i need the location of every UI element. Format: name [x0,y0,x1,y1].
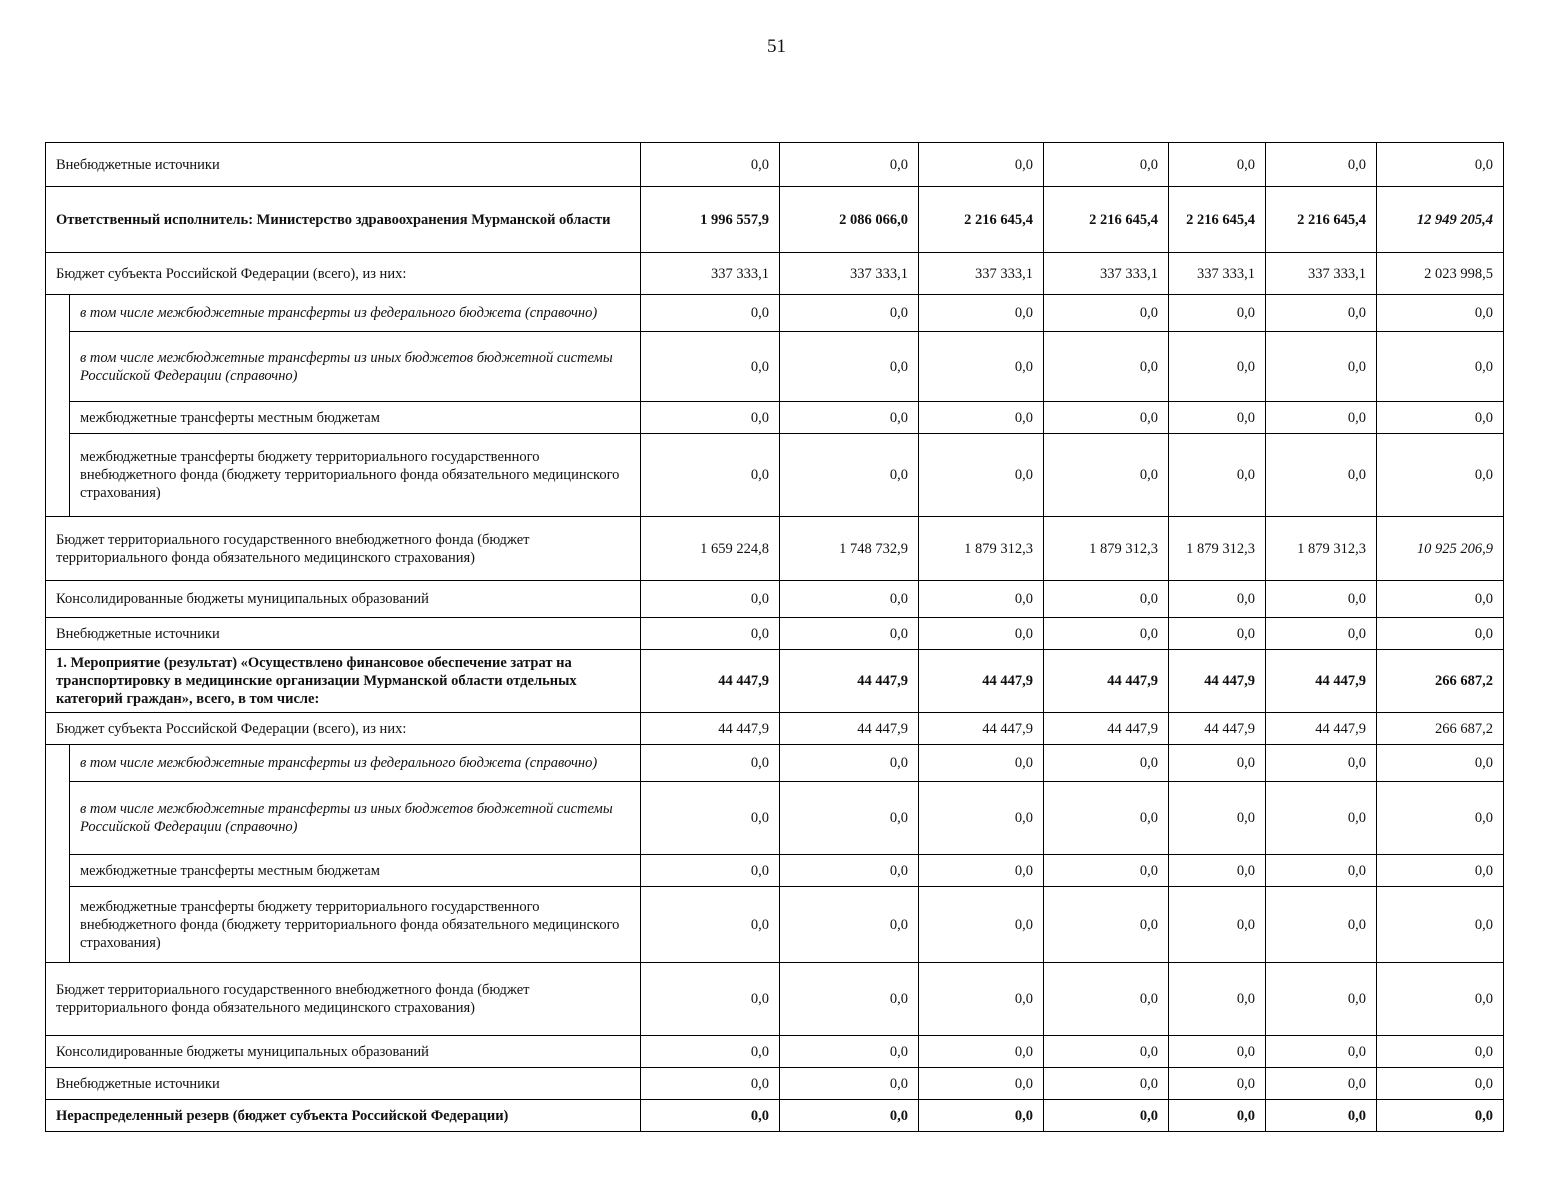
table-row [46,713,1504,745]
row-value-cell: 0,0 [641,1100,780,1132]
row-value-cell: 0,0 [1169,402,1266,434]
table-row [46,1036,1504,1068]
row-value-cell: 2 216 645,4 [1044,187,1169,253]
row-value-cell: 0,0 [919,1100,1044,1132]
row-value-cell: 0,0 [1169,581,1266,618]
row-value-cell: 0,0 [780,402,919,434]
row-total-cell: 0,0 [1377,143,1504,187]
row-value-cell: 0,0 [641,581,780,618]
row-value-cell: 337 333,1 [1169,253,1266,295]
row-total-cell: 2 023 998,5 [1377,253,1504,295]
indent-cell [46,745,70,963]
row-total-cell: 0,0 [1377,855,1504,887]
row-label: 1. Мероприятие (результат) «Осуществлено финансовое обеспечение затрат на транспортировку в медицинские организации Мурманской области отдельных категорий граждан», всего, в том числе: [46,650,641,713]
row-total-cell: 0,0 [1377,887,1504,963]
row-value-cell: 0,0 [1044,581,1169,618]
row-value-cell: 0,0 [1169,782,1266,855]
row-total-cell: 0,0 [1377,782,1504,855]
row-value-cell: 2 216 645,4 [919,187,1044,253]
row-value-cell: 0,0 [780,1036,919,1068]
row-total-cell: 12 949 205,4 [1377,187,1504,253]
row-label: межбюджетные трансферты местным бюджетам [70,855,641,887]
row-value-cell: 0,0 [1266,1036,1377,1068]
row-value-cell: 44 447,9 [1169,713,1266,745]
row-value-cell: 0,0 [641,745,780,782]
row-value-cell: 0,0 [780,963,919,1036]
row-value-cell: 0,0 [919,295,1044,332]
row-value-cell: 0,0 [1044,434,1169,517]
row-total-cell: 0,0 [1377,402,1504,434]
row-value-cell: 337 333,1 [780,253,919,295]
row-value-cell: 44 447,9 [641,713,780,745]
row-label: в том числе межбюджетные трансферты из федерального бюджета (справочно) [70,745,641,782]
row-label: Бюджет территориального государственного внебюджетного фонда (бюджет территориального фонда обязательного медицинского страхования) [46,963,641,1036]
row-value-cell: 0,0 [919,581,1044,618]
row-value-cell: 0,0 [1169,332,1266,402]
row-value-cell: 0,0 [1169,855,1266,887]
row-value-cell: 2 216 645,4 [1266,187,1377,253]
row-value-cell: 0,0 [919,332,1044,402]
row-value-cell: 0,0 [919,618,1044,650]
row-value-cell: 0,0 [1266,887,1377,963]
row-value-cell: 0,0 [1044,745,1169,782]
row-value-cell: 44 447,9 [919,713,1044,745]
row-value-cell: 0,0 [919,402,1044,434]
table-row [46,1068,1504,1100]
row-label: в том числе межбюджетные трансферты из иных бюджетов бюджетной системы Российской Федерации (справочно) [70,332,641,402]
row-total-cell: 10 925 206,9 [1377,517,1504,581]
row-total-cell: 0,0 [1377,1068,1504,1100]
row-value-cell: 0,0 [641,1068,780,1100]
row-value-cell: 0,0 [641,963,780,1036]
budget-table-body [46,143,1504,1132]
row-total-cell: 0,0 [1377,1100,1504,1132]
row-value-cell: 0,0 [1169,295,1266,332]
row-value-cell: 44 447,9 [780,713,919,745]
row-value-cell: 44 447,9 [1266,713,1377,745]
row-value-cell: 0,0 [641,295,780,332]
row-value-cell: 0,0 [1044,782,1169,855]
table-row [46,963,1504,1036]
row-value-cell: 0,0 [1266,295,1377,332]
row-value-cell: 0,0 [1169,143,1266,187]
row-total-cell: 0,0 [1377,618,1504,650]
row-value-cell: 0,0 [1044,402,1169,434]
row-total-cell: 0,0 [1377,295,1504,332]
row-value-cell: 1 996 557,9 [641,187,780,253]
row-value-cell: 0,0 [1044,618,1169,650]
row-value-cell: 0,0 [1044,1100,1169,1132]
row-value-cell: 1 879 312,3 [1266,517,1377,581]
row-label: Внебюджетные источники [46,143,641,187]
row-value-cell: 0,0 [1266,745,1377,782]
table-row [46,187,1504,253]
row-value-cell: 44 447,9 [1169,650,1266,713]
row-value-cell: 0,0 [1266,963,1377,1036]
row-total-cell: 266 687,2 [1377,650,1504,713]
row-value-cell: 0,0 [780,887,919,963]
row-value-cell: 0,0 [780,295,919,332]
row-value-cell: 0,0 [919,1068,1044,1100]
row-value-cell: 337 333,1 [919,253,1044,295]
row-value-cell: 0,0 [641,618,780,650]
row-value-cell: 0,0 [641,887,780,963]
table-row [46,782,1504,855]
row-label: в том числе межбюджетные трансферты из иных бюджетов бюджетной системы Российской Федерации (справочно) [70,782,641,855]
row-value-cell: 0,0 [780,1068,919,1100]
row-label: межбюджетные трансферты бюджету территориального государственного внебюджетного фонда (бюджету территориального фонда обязательного медицинского страхования) [70,434,641,517]
row-value-cell: 0,0 [1266,581,1377,618]
row-value-cell: 337 333,1 [1044,253,1169,295]
row-value-cell: 0,0 [1169,745,1266,782]
row-value-cell: 0,0 [919,434,1044,517]
row-label: Внебюджетные источники [46,618,641,650]
row-label: в том числе межбюджетные трансферты из федерального бюджета (справочно) [70,295,641,332]
row-value-cell: 0,0 [919,782,1044,855]
row-value-cell: 0,0 [641,782,780,855]
row-value-cell: 0,0 [919,855,1044,887]
row-value-cell: 0,0 [919,963,1044,1036]
row-value-cell: 0,0 [1044,855,1169,887]
row-value-cell: 1 879 312,3 [1169,517,1266,581]
row-value-cell: 0,0 [641,855,780,887]
row-value-cell: 0,0 [919,143,1044,187]
row-value-cell: 0,0 [1044,295,1169,332]
row-value-cell: 0,0 [1266,782,1377,855]
row-label: Внебюджетные источники [46,1068,641,1100]
table-row [46,517,1504,581]
row-value-cell: 0,0 [641,434,780,517]
row-value-cell: 44 447,9 [919,650,1044,713]
row-label: межбюджетные трансферты местным бюджетам [70,402,641,434]
row-value-cell: 0,0 [1044,332,1169,402]
table-row [46,618,1504,650]
row-value-cell: 0,0 [1266,143,1377,187]
row-value-cell: 0,0 [1266,1068,1377,1100]
table-row [46,650,1504,713]
table-row [46,434,1504,517]
table-row [46,143,1504,187]
row-value-cell: 0,0 [919,887,1044,963]
row-value-cell: 44 447,9 [1266,650,1377,713]
row-value-cell: 0,0 [1169,434,1266,517]
row-value-cell: 1 659 224,8 [641,517,780,581]
table-row [46,332,1504,402]
row-value-cell: 0,0 [780,143,919,187]
row-label: Бюджет территориального государственного внебюджетного фонда (бюджет территориального фонда обязательного медицинского страхования) [46,517,641,581]
row-value-cell: 0,0 [780,581,919,618]
row-value-cell: 0,0 [1169,1036,1266,1068]
row-value-cell: 2 216 645,4 [1169,187,1266,253]
row-value-cell: 0,0 [780,618,919,650]
row-value-cell: 0,0 [1169,1100,1266,1132]
table-row [46,745,1504,782]
row-total-cell: 0,0 [1377,581,1504,618]
row-label: Ответственный исполнитель: Министерство здравоохранения Мурманской области [46,187,641,253]
row-value-cell: 0,0 [1044,1036,1169,1068]
row-value-cell: 0,0 [919,1036,1044,1068]
row-value-cell: 1 879 312,3 [1044,517,1169,581]
table-row [46,253,1504,295]
row-label: Бюджет субъекта Российской Федерации (всего), из них: [46,253,641,295]
row-total-cell: 0,0 [1377,332,1504,402]
row-value-cell: 2 086 066,0 [780,187,919,253]
row-value-cell: 0,0 [780,434,919,517]
row-value-cell: 1 879 312,3 [919,517,1044,581]
row-value-cell: 0,0 [641,402,780,434]
row-value-cell: 0,0 [780,332,919,402]
row-value-cell: 0,0 [780,782,919,855]
table-row [46,295,1504,332]
row-value-cell: 44 447,9 [780,650,919,713]
row-value-cell: 0,0 [1169,618,1266,650]
row-label: Бюджет субъекта Российской Федерации (всего), из них: [46,713,641,745]
indent-cell [46,295,70,517]
row-value-cell: 0,0 [1266,618,1377,650]
row-value-cell: 0,0 [780,1100,919,1132]
row-value-cell: 337 333,1 [1266,253,1377,295]
row-value-cell: 0,0 [780,855,919,887]
budget-table [45,142,1504,1132]
row-value-cell: 0,0 [641,1036,780,1068]
row-value-cell: 0,0 [1044,1068,1169,1100]
row-label: Консолидированные бюджеты муниципальных образований [46,1036,641,1068]
row-value-cell: 0,0 [1044,143,1169,187]
table-row [46,855,1504,887]
row-value-cell: 1 748 732,9 [780,517,919,581]
row-label: Консолидированные бюджеты муниципальных образований [46,581,641,618]
table-row [46,581,1504,618]
table-row [46,402,1504,434]
row-total-cell: 0,0 [1377,1036,1504,1068]
row-value-cell: 0,0 [1169,1068,1266,1100]
row-value-cell: 0,0 [1044,887,1169,963]
row-value-cell: 0,0 [1266,434,1377,517]
row-value-cell: 0,0 [1266,855,1377,887]
row-value-cell: 0,0 [1266,402,1377,434]
row-value-cell: 0,0 [1044,963,1169,1036]
row-value-cell: 0,0 [641,332,780,402]
page-number: 51 [767,36,786,57]
row-value-cell: 0,0 [1169,963,1266,1036]
row-total-cell: 0,0 [1377,745,1504,782]
row-label: межбюджетные трансферты бюджету территориального государственного внебюджетного фонда (бюджету территориального фонда обязательного медицинского страхования) [70,887,641,963]
row-total-cell: 0,0 [1377,434,1504,517]
row-value-cell: 0,0 [780,745,919,782]
row-value-cell: 0,0 [641,143,780,187]
row-total-cell: 266 687,2 [1377,713,1504,745]
row-label: Нераспределенный резерв (бюджет субъекта Российской Федерации) [46,1100,641,1132]
table-row [46,1100,1504,1132]
table-row [46,887,1504,963]
row-value-cell: 0,0 [1266,332,1377,402]
row-value-cell: 0,0 [919,745,1044,782]
row-total-cell: 0,0 [1377,963,1504,1036]
row-value-cell: 0,0 [1169,887,1266,963]
row-value-cell: 0,0 [1266,1100,1377,1132]
row-value-cell: 44 447,9 [1044,650,1169,713]
row-value-cell: 337 333,1 [641,253,780,295]
row-value-cell: 44 447,9 [641,650,780,713]
row-value-cell: 44 447,9 [1044,713,1169,745]
